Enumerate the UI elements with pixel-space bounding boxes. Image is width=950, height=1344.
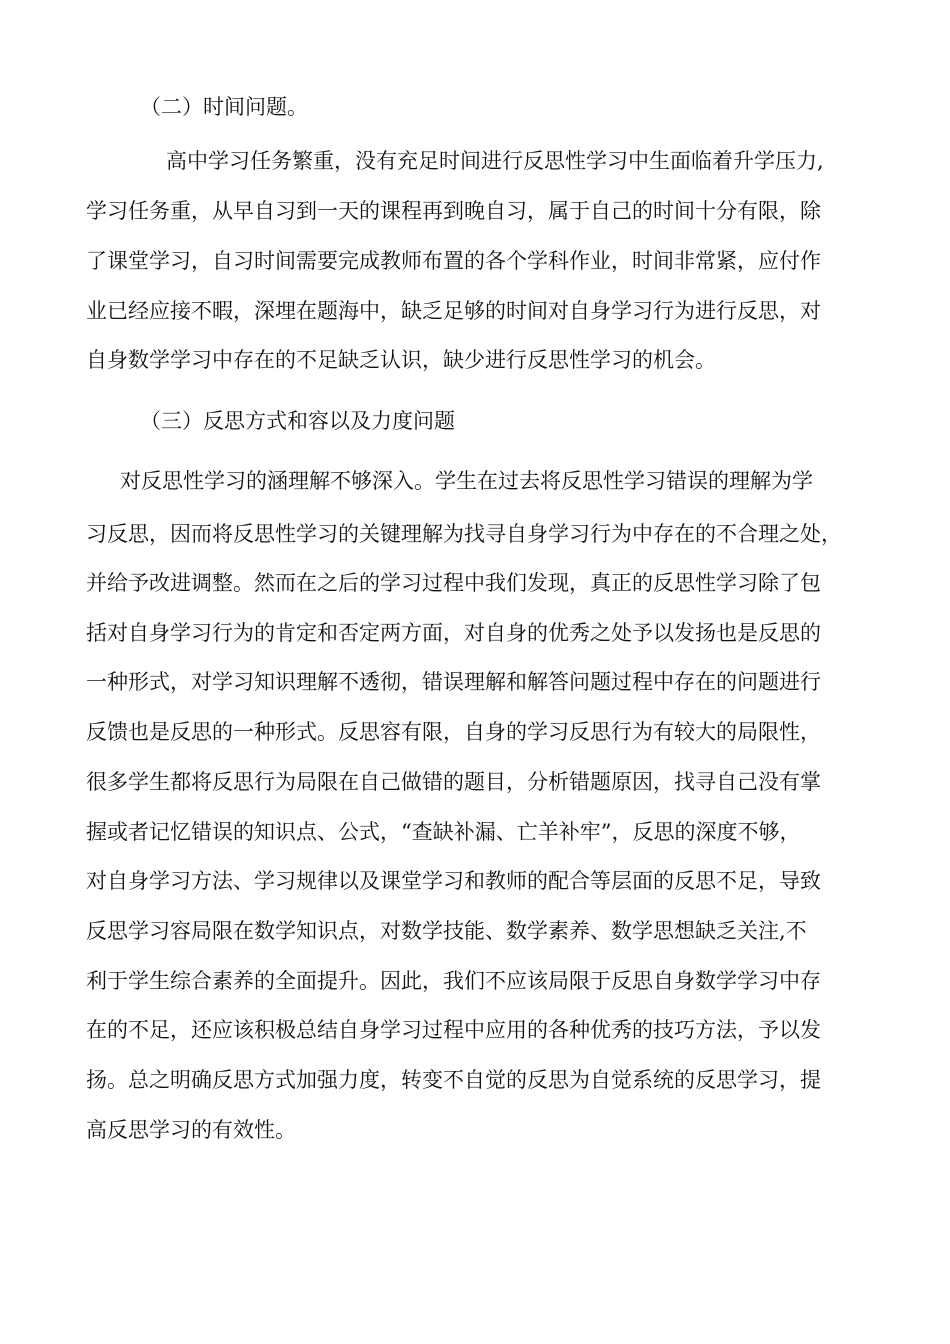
paragraph-line: 并给予改进调整。然而在之后的学习过程中我们发现，真正的反思性学习除了包 [86, 571, 821, 595]
paragraph-line: 括对自身学习行为的肯定和否定两方面，对自身的优秀之处予以发扬也是反思的 [86, 621, 821, 645]
paragraph-line: 很多学生都将反思行为局限在自己做错的题目，分析错题原因，找寻自己没有掌 [86, 770, 821, 794]
section-heading-time: （二）时间问题。 [140, 95, 308, 119]
paragraph-line: 业已经应接不暇，深埋在题海中，缺乏足够的时间对自身学习行为进行反思，对 [86, 299, 821, 323]
paragraph-line: 自身数学学习中存在的不足缺乏认识，缺少进行反思性学习的机会。 [86, 348, 716, 372]
paragraph-line: 习反思，因而将反思性学习的关键理解为找寻自身学习行为中存在的不合理之处， [86, 522, 842, 546]
paragraph-line: 了课堂学习，自习时间需要完成教师布置的各个学科作业，时间非常紧，应付作 [86, 249, 821, 273]
paragraph-line: 对自身学习方法、学习规律以及课堂学习和教师的配合等层面的反思不足，导致 [86, 869, 821, 893]
paragraph-line: 高反思学习的有效性。 [86, 1118, 296, 1142]
section-heading-reflection: （三）反思方式和容以及力度问题 [140, 409, 455, 433]
paragraph-line: 学习任务重，从早自习到一天的课程再到晚自习，属于自己的时间十分有限，除 [86, 199, 821, 223]
paragraph-line: 高中学习任务繁重，没有充足时间进行反思性学习中生面临着升学压力, [166, 149, 824, 173]
paragraph-line: 在的不足，还应该积极总结自身学习过程中应用的各种优秀的技巧方法，予以发 [86, 1018, 821, 1042]
paragraph-line: 利于学生综合素养的全面提升。因此，我们不应该局限于反思自身数学学习中存 [86, 969, 821, 993]
paragraph-line: 对反思性学习的涵理解不够深入。学生在过去将反思性学习错误的理解为学 [120, 469, 813, 493]
paragraph-line: 扬。总之明确反思方式加强力度，转变不自觉的反思为自觉系统的反思学习，提 [86, 1068, 821, 1092]
paragraph-line: 反馈也是反思的一种形式。反思容有限，自身的学习反思行为有较大的局限性， [86, 720, 821, 744]
paragraph-line: 握或者记忆错误的知识点、公式，“查缺补漏、亡羊补牢”，反思的深度不够， [86, 820, 801, 844]
paragraph-line: 反思学习容局限在数学知识点，对数学技能、数学素养、数学思想缺乏关注,不 [86, 919, 807, 943]
paragraph-line: 一种形式，对学习知识理解不透彻，错误理解和解答问题过程中存在的问题进行 [86, 670, 821, 694]
